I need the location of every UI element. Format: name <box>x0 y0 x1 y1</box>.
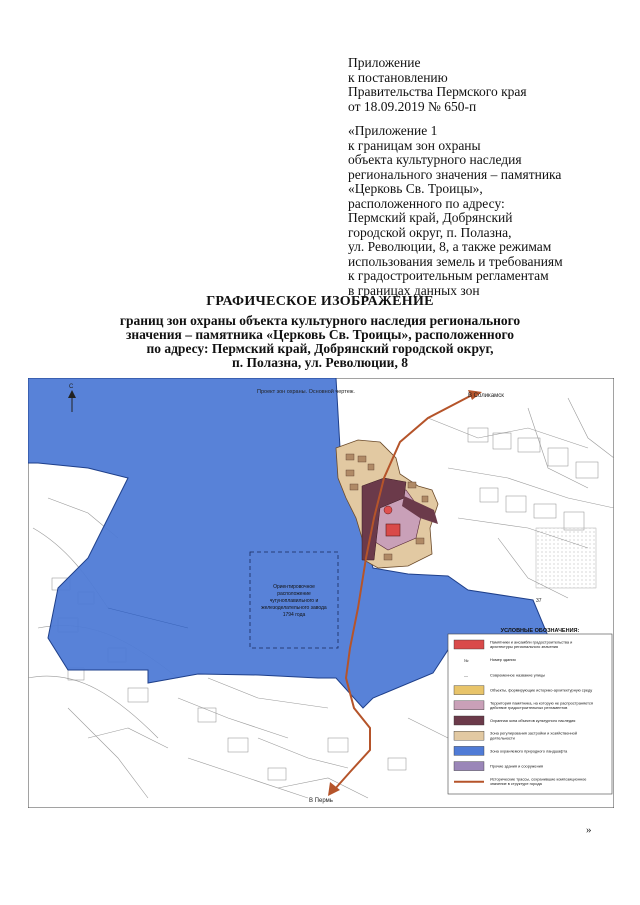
legend-swatch <box>454 686 484 695</box>
factory-note-line: Ориентировочное <box>273 584 315 590</box>
subtitle-line: п. Полазна, ул. Революции, 8 <box>232 355 408 370</box>
subtitle-line: значения – памятника «Церковь Св. Троицы», расположенного <box>125 327 515 342</box>
legend-label: Зона охраняемого природного ландшафта <box>490 748 568 754</box>
legend-label: Прочие здания и сооружения <box>490 763 544 769</box>
subtitle-line: по адресу: Пермский край, Добрянский городской округ, <box>146 341 494 356</box>
document-subtitle <box>60 314 580 370</box>
stadium-area <box>536 528 596 588</box>
appendix-line: ул. Революции, 8, а также режимам <box>348 239 552 254</box>
header-line: Правительства Пермского края <box>348 84 527 99</box>
legend-label: Номер здания <box>490 657 516 663</box>
legend-title: УСЛОВНЫЕ ОБОЗНАЧЕНИЯ: <box>500 628 580 634</box>
map-frame <box>28 378 614 808</box>
label-to-solikamsk: В Соликамск <box>468 393 504 399</box>
map-drawing <box>28 378 614 808</box>
appendix-line: объекта культурного наследия <box>348 152 522 167</box>
factory-note-line: железоделательного завода <box>261 605 327 611</box>
appendix-line: к границам зон охраны <box>348 137 481 153</box>
legend-label: Объекты, формирующие историко-архитектурную среду <box>490 687 593 693</box>
legend-label: Территория памятника, на которую не распространяется действие градостроительных регламентов <box>490 700 593 710</box>
label-to-perm: В Пермь <box>309 798 333 804</box>
legend-swatch <box>454 701 484 710</box>
appendix-line: городской округ, п. Полазна, <box>348 224 512 240</box>
legend-symbol: — <box>464 673 468 679</box>
appendix-line: регионального значения – памятника <box>348 166 562 182</box>
document-title: ГРАФИЧЕСКОЕ ИЗОБРАЖЕНИЕ <box>206 294 434 309</box>
appendix-reference <box>348 124 563 298</box>
legend-swatch <box>454 640 484 649</box>
header-line: к постановлению <box>348 69 448 85</box>
legend-label: Зона регулирования застройки и хозяйственной деятельности <box>490 730 578 741</box>
legend-swatch <box>454 746 484 755</box>
appendix-line: Пермский край, Добрянский <box>348 210 513 225</box>
north-label: С <box>69 384 74 390</box>
legend-label: Исторические трассы, сохранившие композиционное значение в структуре города <box>490 776 587 786</box>
legend-label: Памятники и ансамбли градостроительства и архитектуры регионального значения <box>490 639 573 650</box>
appendix-line: к градостроительным регламентам <box>348 268 549 283</box>
subtitle-line: границ зон охраны объекта культурного наследия регионального <box>119 313 521 328</box>
appendix-line: «Приложение 1 <box>348 123 438 138</box>
legend-swatch <box>454 762 484 771</box>
appendix-line: расположенного по адресу: <box>348 195 505 211</box>
closing-quote: » <box>586 824 592 836</box>
legend <box>448 628 612 794</box>
appendix-line: использования земель и требованиям <box>348 253 563 269</box>
legend-symbol: № <box>464 658 469 664</box>
header-line: от 18.09.2019 № 650-п <box>348 98 477 114</box>
plot-number: 37 <box>536 598 542 604</box>
appendix-header <box>348 56 527 114</box>
factory-note-line: расположение <box>277 591 311 597</box>
factory-note-line: чугуноплавильного и <box>269 598 319 604</box>
factory-note-line: 1794 года <box>282 612 306 618</box>
legend-label: Современное название улицы <box>490 672 546 678</box>
appendix-line: в границах данных зон <box>348 282 480 298</box>
monument-dot <box>384 506 392 514</box>
monument-church <box>386 524 400 536</box>
header-line: Приложение <box>348 55 421 70</box>
legend-swatch <box>454 731 484 740</box>
legend-swatch <box>454 716 484 725</box>
appendix-line: «Церковь Св. Троицы», <box>348 181 483 196</box>
legend-label: Охранная зона объектов культурного наследия <box>490 718 576 723</box>
map-heading: Проект зон охраны. Основной чертеж. <box>257 389 355 395</box>
